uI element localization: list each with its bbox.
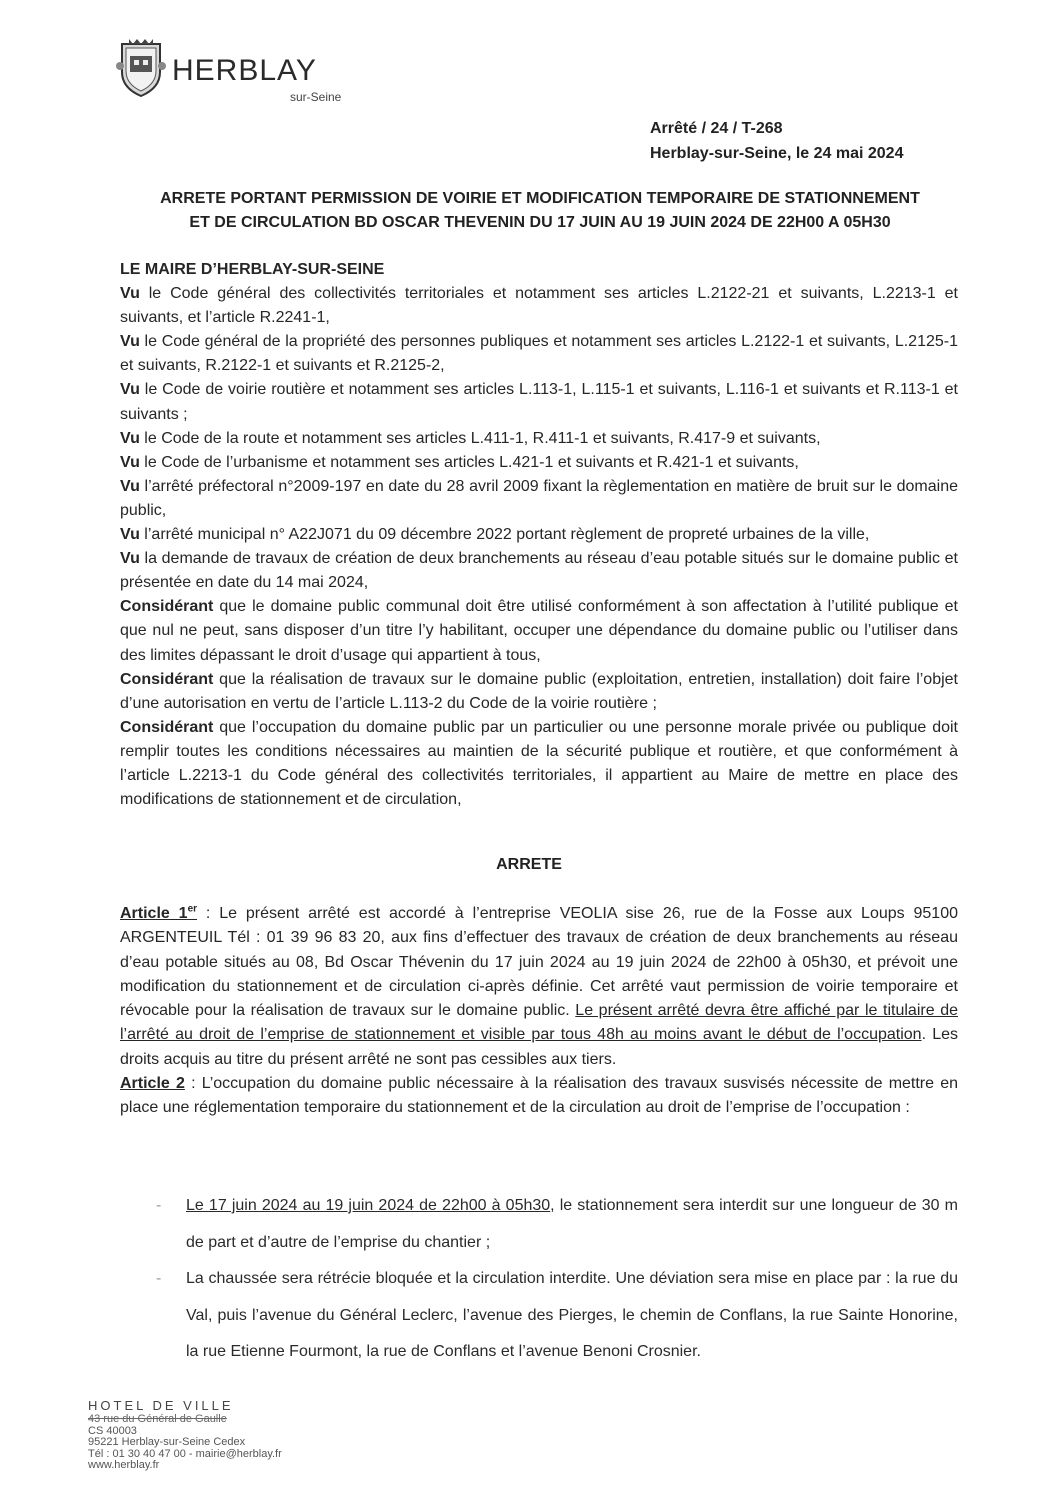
visa-text: que la réalisation de travaux sur le domaine public (exploitation, entretien, installation) doit faire l’objet d’une autorisation en vertu de l’article L.113-2 du Code de la voirie routière ;: [120, 670, 958, 712]
visa-text: l’arrêté préfectoral n°2009-197 en date du 28 avril 2009 fixant la règlementation en matière de bruit sur le domaine public,: [120, 477, 958, 519]
document-title: [110, 187, 970, 235]
footer-heading: HOTEL DE VILLE: [88, 1398, 234, 1413]
visa-text: le Code de voirie routière et notamment ses articles L.113-1, L.115-1 et suivants, L.116-1 et suivants et R.113-1 et suivants ;: [120, 381, 958, 423]
footer-address: [88, 1398, 282, 1472]
footer-city: 95221 Herblay-sur-Seine Cedex: [88, 1436, 246, 1449]
place-date: Herblay-sur-Seine, le 24 mai 2024: [650, 145, 904, 162]
visa-text: que le domaine public communal doit être utilisé conformément à son affectation à l’utilité publique et que nul ne peut, sans disposer d’un titre l’y habilitant, occuper une dépendance du domaine public ou l’utiliser dans des limites dépassant le droit d’usage qui appartient à tous,: [120, 598, 958, 664]
bullet-text: La chaussée sera rétrécie bloquée et la circulation interdite. Une déviation sera mise en place par : la rue du Val, puis l’avenue du Général Leclerc, l’avenue des Pierges, le chemin de Conflans, la rue Sainte Honorine, la rue Etienne Fourmont, la rue de Conflans et l’avenue Benoni Crosnier.: [186, 1270, 958, 1360]
preamble: [120, 258, 958, 812]
visa-lead: Vu: [120, 550, 140, 568]
visa-text: le Code de l’urbanisme et notamment ses articles L.421-1 et suivants et R.421-1 et suivants,: [139, 453, 799, 471]
footer-street: 43 rue du Général de Gaulle: [88, 1413, 227, 1425]
visa-item: [120, 523, 958, 547]
bullet-dash: -: [156, 1270, 162, 1287]
visa-item: [120, 451, 958, 475]
article-2-text: : L’occupation du domaine public nécessaire à la réalisation des travaux susvisés nécessite de mettre en place une réglementation temporaire du stationnement et de la circulation au droit de l’emprise de l’occupation :: [120, 1075, 959, 1117]
visa-lead: Considérant: [120, 670, 214, 688]
bullet-list: [150, 1188, 958, 1371]
visa-text: l’arrêté municipal n° A22J071 du 09 décembre 2022 portant règlement de propreté urbaines de la ville,: [139, 526, 870, 544]
city-crest-icon: [116, 36, 166, 98]
visa-item: [120, 427, 958, 451]
bullet-item: [150, 1261, 958, 1371]
visa-item: [120, 475, 958, 523]
herblay-logo: [116, 36, 346, 106]
visa-lead: Vu: [120, 477, 140, 495]
mayor-heading: LE MAIRE D’HERBLAY-SUR-SEINE: [120, 261, 385, 278]
arrete-number: Arrêté / 24 / T-268: [650, 120, 783, 137]
visa-item: [120, 330, 958, 378]
visa-lead: Vu: [120, 429, 140, 447]
bullet-item: [150, 1188, 958, 1261]
article-1-label: Article 1er: [120, 903, 198, 922]
article-1-underlined: Le présent arrêté devra être affiché par le titulaire de l’arrêté au droit de l’emprise de stationnement et visible par tous 48h au moins avant le début de l’occupation: [120, 1002, 958, 1044]
visa-text: que l’occupation du domaine public par un particulier ou une personne morale privée ou publique doit remplir toutes les conditions nécessaires au maintien de la sécurité publique et routière, et que conformément à l’article L.2213-1 du Code général des collectivités territoriales, il appartient au Maire de mettre en place des modifications de stationnement et de circulation,: [120, 718, 958, 809]
visa-text: la demande de travaux de création de deux branchements au réseau d’eau potable situés sur le domaine public et présentée en date du 14 mai 2024,: [120, 550, 958, 592]
article-2-label: Article 2: [120, 1075, 185, 1093]
visa-lead: Considérant: [120, 718, 214, 736]
visa-lead: Considérant: [120, 598, 214, 616]
visa-lead: Vu: [120, 333, 140, 351]
visa-item: [120, 716, 958, 812]
article-1: [120, 902, 958, 1072]
article-1-tail: . Les droits acquis au titre du présent arrêté ne sont pas cessibles aux tiers.: [120, 1026, 959, 1068]
bullet-text: , le stationnement sera interdit sur une longueur de 30 m de part et d’autre de l’emprise du chantier ;: [186, 1197, 958, 1251]
articles: [120, 902, 958, 1121]
visa-item: [120, 547, 958, 595]
footer-cs: CS 40003: [88, 1424, 137, 1437]
visa-lead: Vu: [120, 381, 140, 399]
visa-lead: Vu: [120, 285, 140, 303]
logo-name: HERBLAY: [172, 54, 317, 87]
arrete-heading: ARRETE: [496, 856, 562, 873]
visa-item: [120, 595, 958, 667]
bullet-dash: -: [156, 1197, 162, 1214]
bullet-underlined: Le 17 juin 2024 au 19 juin 2024 de 22h00 à 05h30: [186, 1197, 551, 1214]
visa-item: [120, 668, 958, 716]
reference-block: [650, 116, 903, 166]
visa-item: [120, 282, 958, 330]
visa-list: [120, 282, 958, 812]
visa-lead: Vu: [120, 526, 140, 544]
footer-website: www.herblay.fr: [88, 1459, 160, 1472]
title-line-2: ET DE CIRCULATION BD OSCAR THEVENIN DU 17 JUIN AU 19 JUIN 2024 DE 22H00 A 05H30: [189, 214, 891, 231]
visa-text: le Code général de la propriété des personnes publiques et notamment ses articles L.2122-1 et suivants, L.2125-1 et suivants, R.2122-1 et suivants et R.2125-2,: [120, 333, 958, 375]
logo-subtitle: sur-Seine: [290, 90, 342, 104]
visa-item: [120, 378, 958, 426]
visa-lead: Vu: [120, 453, 140, 471]
visa-text: le Code général des collectivités territoriales et notamment ses articles L.2122-21 et suivants, L.2213-1 et suivants, et l’article R.2241-1,: [120, 285, 958, 327]
visa-text: le Code de la route et notamment ses articles L.411-1, R.411-1 et suivants, R.417-9 et suivants,: [139, 429, 821, 447]
footer-contact: Tél : 01 30 40 47 00 - mairie@herblay.fr: [88, 1447, 282, 1460]
title-line-1: ARRETE PORTANT PERMISSION DE VOIRIE ET MODIFICATION TEMPORAIRE DE STATIONNEMENT: [160, 190, 920, 207]
article-2: [120, 1072, 958, 1121]
article-1-text: : Le présent arrêté est accordé à l’entreprise VEOLIA sise 26, rue de la Fosse aux Loups 95100 ARGENTEUIL Tél : 01 39 96 83 20, aux fins d’effectuer des travaux de création de deux branchements au réseau d’eau potable situés au 08, Bd Oscar Thévenin du 17 juin 2024 au 19 juin 2024 de 22h00 à 05h30, et prévoit une modification du stationnement et de circulation ci-après définie. Cet arrêté vaut permission de voirie temporaire et révocable pour la réalisation de travaux sur le domaine public.: [120, 905, 959, 1020]
